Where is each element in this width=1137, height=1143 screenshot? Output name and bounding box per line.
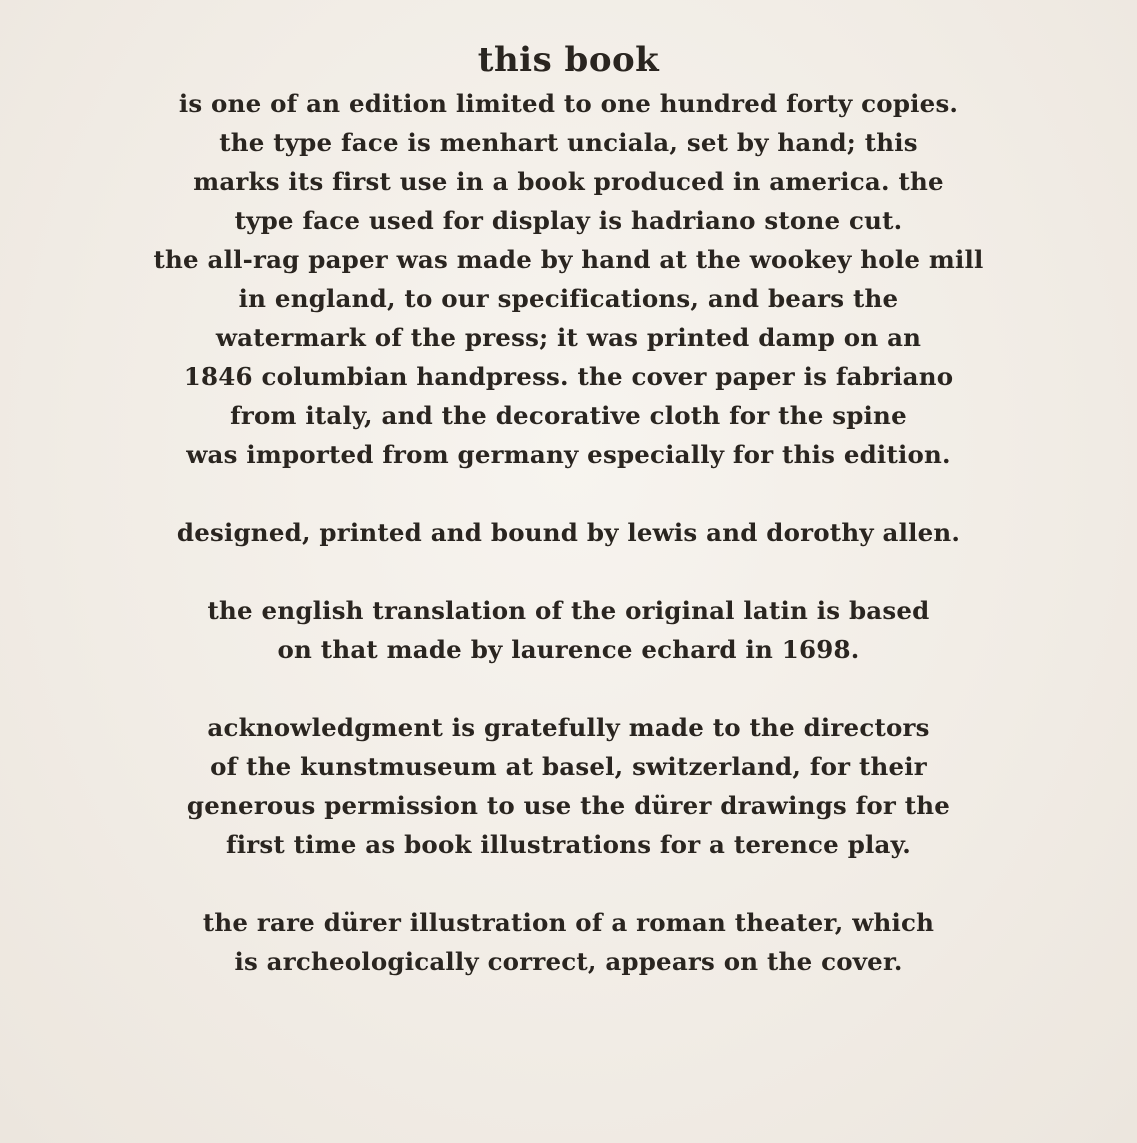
text-line: the english translation of the original latin is based — [207, 596, 930, 625]
text-line: watermark of the press; it was printed damp on an — [215, 323, 922, 352]
text-line: is one of an edition limited to one hundred forty copies. — [178, 89, 959, 118]
translation-paragraph — [0, 591, 1137, 669]
text-line: in england, to our specifications, and bears the — [238, 284, 899, 313]
text-line: acknowledgment is gratefully made to the directors — [207, 713, 930, 742]
text-line: the all-rag paper was made by hand at the wookey hole mill — [153, 245, 984, 274]
text-line: was imported from germany especially for this edition. — [186, 440, 951, 469]
paragraph-spacer — [0, 474, 1137, 513]
text-line: generous permission to use the dürer drawings for the — [186, 791, 951, 820]
paragraph-spacer — [0, 552, 1137, 591]
text-line: designed, printed and bound by lewis and dorothy allen. — [176, 518, 961, 547]
cover-note-paragraph — [0, 903, 1137, 981]
text-line: of the kunstmuseum at basel, switzerland, for their — [210, 752, 927, 781]
text-line: type face used for display is hadriano stone cut. — [234, 206, 903, 235]
page-title: this book — [477, 40, 660, 80]
paragraph-spacer — [0, 864, 1137, 903]
text-line: first time as book illustrations for a terence play. — [226, 830, 911, 859]
text-line: on that made by laurence echard in 1698. — [277, 635, 860, 664]
acknowledgment-paragraph — [0, 708, 1137, 864]
credits-paragraph — [0, 513, 1137, 552]
text-line: the rare dürer illustration of a roman theater, which — [202, 908, 935, 937]
text-line: 1846 columbian handpress. the cover paper is fabriano — [183, 362, 954, 391]
text-line: the type face is menhart unciala, set by hand; this — [219, 128, 918, 157]
text-line: is archeologically correct, appears on the cover. — [234, 947, 903, 976]
paragraph-spacer — [0, 669, 1137, 708]
text-line: from italy, and the decorative cloth for the spine — [230, 401, 907, 430]
text-line: marks its first use in a book produced in america. the — [193, 167, 944, 196]
edition-paragraph — [0, 84, 1137, 474]
